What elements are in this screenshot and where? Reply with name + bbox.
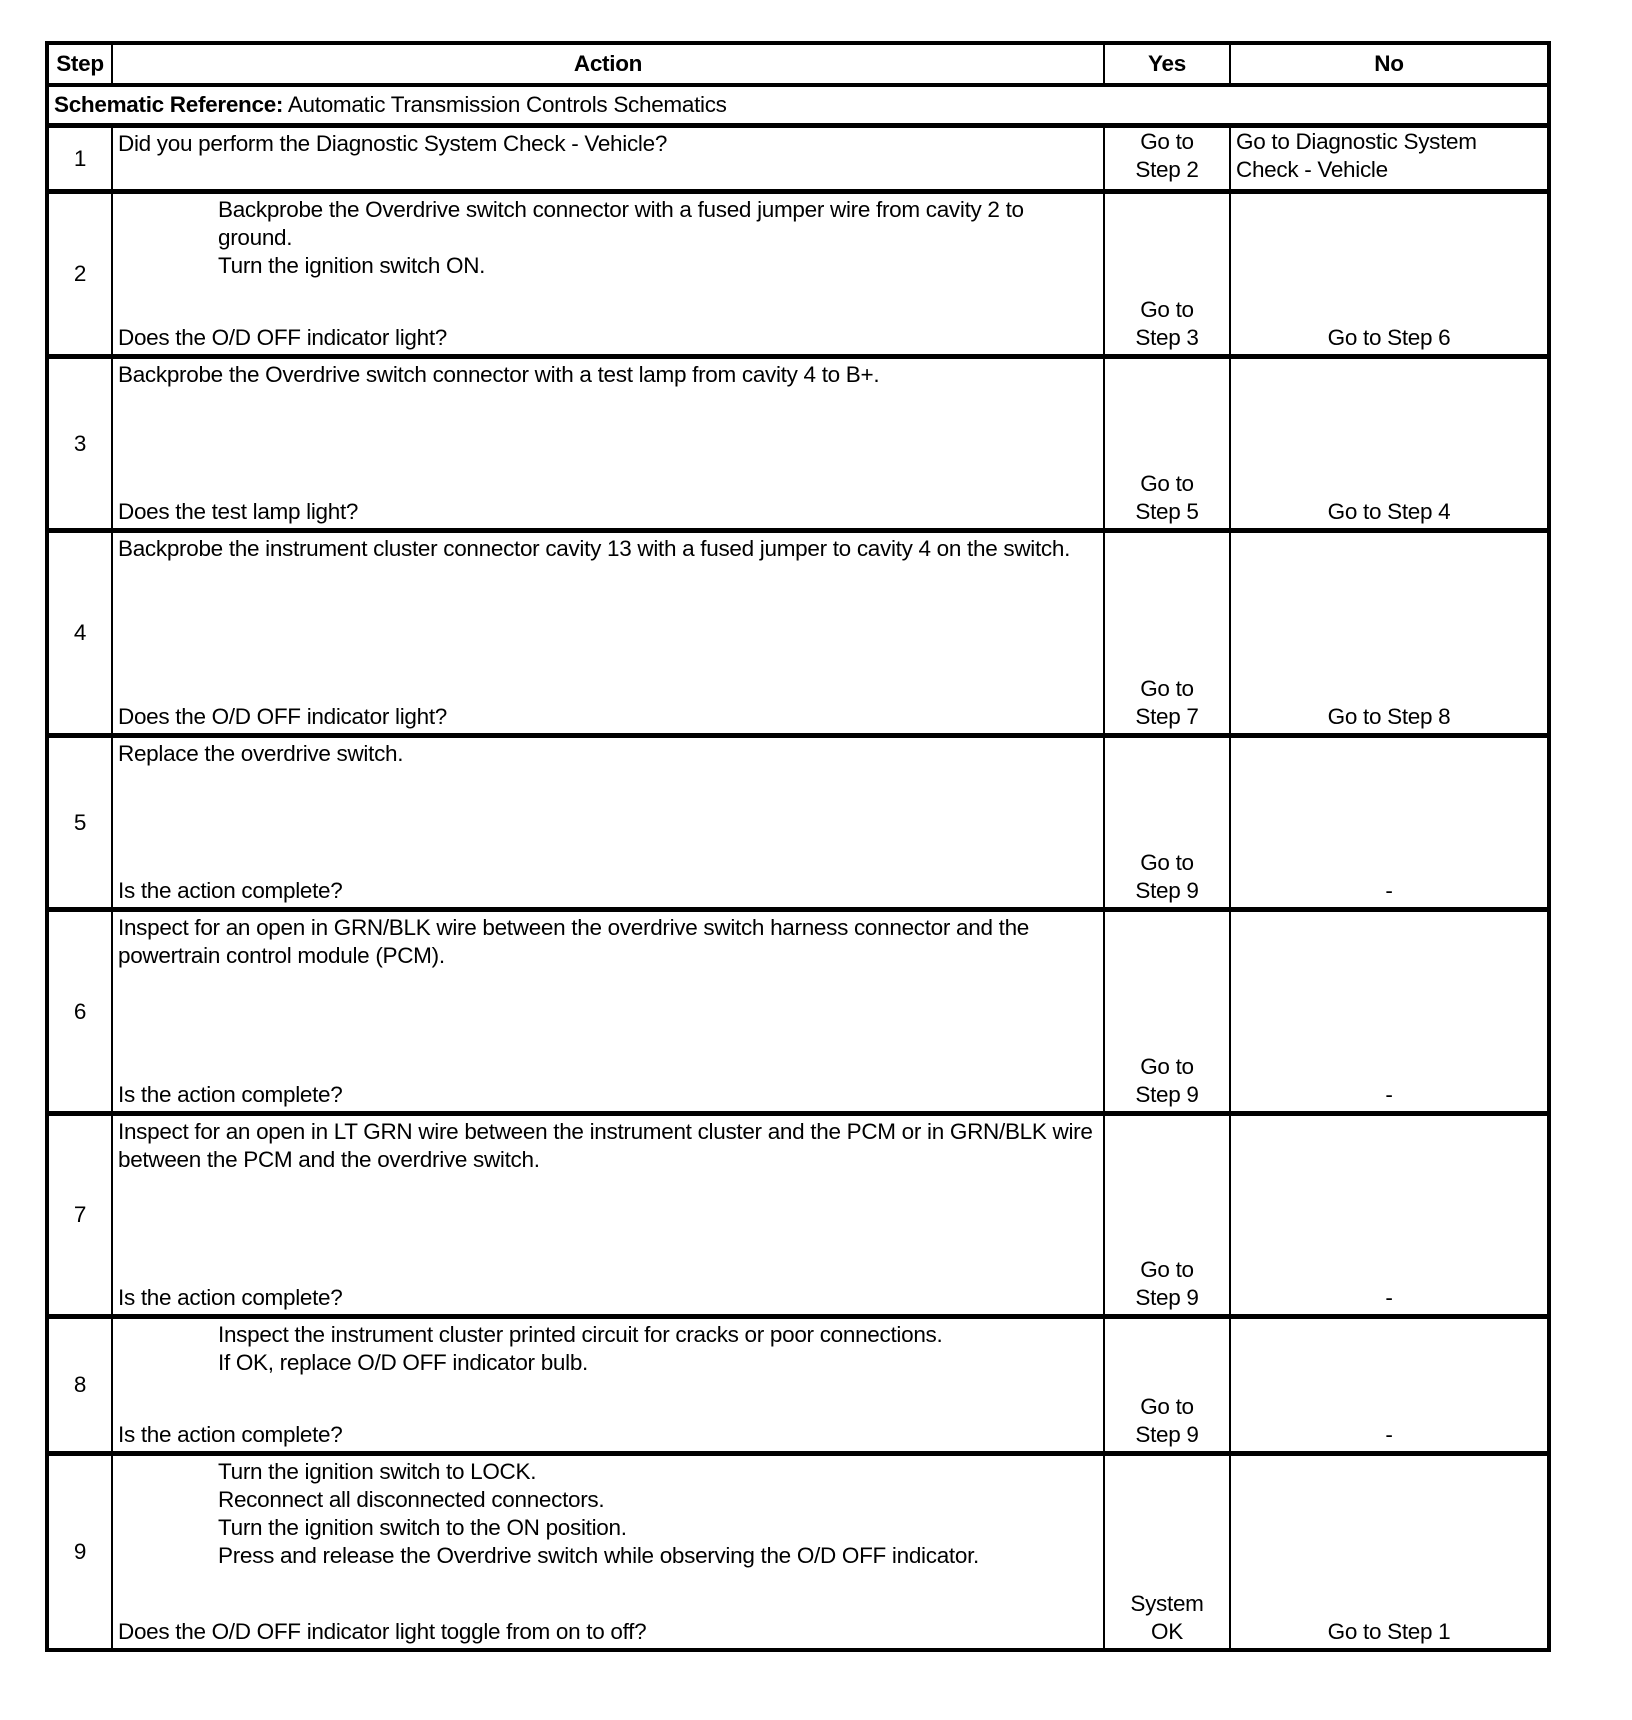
no-result: - xyxy=(1230,1317,1549,1454)
action-line: Backprobe the instrument cluster connector cavity 13 with a fused jumper to cavity 4 on the switch. xyxy=(118,536,1071,561)
no-result: Go to Step 6 xyxy=(1230,192,1549,357)
action-line: Backprobe the Overdrive switch connector with a test lamp from cavity 4 to B+. xyxy=(118,362,880,387)
action-question: Is the action complete? xyxy=(118,878,343,903)
action-cell xyxy=(112,910,1104,1114)
yes-result: Go to Step 7 xyxy=(1104,531,1230,736)
no-result: - xyxy=(1230,736,1549,910)
header-action: Action xyxy=(112,43,1104,85)
action-cell xyxy=(112,126,1104,192)
action-line: Turn the ignition switch to the ON position. xyxy=(218,1515,627,1540)
yes-result: Go to Step 3 xyxy=(1104,192,1230,357)
yes-result: Go to Step 5 xyxy=(1104,357,1230,531)
diagnostic-table xyxy=(45,41,1551,1652)
table-row xyxy=(47,357,1549,531)
action-cell xyxy=(112,1317,1104,1454)
step-number: 6 xyxy=(47,910,112,1114)
table-row xyxy=(47,192,1549,357)
action-cell xyxy=(112,357,1104,531)
reference-label: Schematic Reference: xyxy=(54,92,284,117)
action-line: Turn the ignition switch to LOCK. xyxy=(218,1459,537,1484)
action-question: Is the action complete? xyxy=(118,1082,343,1107)
no-result: Go to Diagnostic System Check - Vehicle xyxy=(1230,126,1549,192)
action-question: Is the action complete? xyxy=(118,1422,343,1447)
yes-result: Go to Step 9 xyxy=(1104,736,1230,910)
no-result: Go to Step 8 xyxy=(1230,531,1549,736)
action-line: Press and release the Overdrive switch while observing the O/D OFF indicator. xyxy=(218,1543,979,1568)
step-number: 3 xyxy=(47,357,112,531)
step-number: 8 xyxy=(47,1317,112,1454)
no-result: Go to Step 4 xyxy=(1230,357,1549,531)
step-number: 2 xyxy=(47,192,112,357)
no-result: - xyxy=(1230,910,1549,1114)
step-number: 4 xyxy=(47,531,112,736)
no-result: Go to Step 1 xyxy=(1230,1454,1549,1650)
action-cell xyxy=(112,736,1104,910)
yes-result: Go to Step 2 xyxy=(1104,126,1230,192)
action-line: If OK, replace O/D OFF indicator bulb. xyxy=(218,1350,588,1375)
table-row xyxy=(47,1317,1549,1454)
action-question: Does the O/D OFF indicator light toggle from on to off? xyxy=(118,1618,647,1644)
action-line: Turn the ignition switch ON. xyxy=(218,253,486,278)
yes-result: System OK xyxy=(1104,1454,1230,1650)
action-line: Reconnect all disconnected connectors. xyxy=(218,1487,605,1512)
action-question: Did you perform the Diagnostic System Check - Vehicle? xyxy=(118,131,668,156)
action-question: Does the O/D OFF indicator light? xyxy=(118,325,447,350)
action-cell xyxy=(112,192,1104,357)
header-no: No xyxy=(1230,43,1549,85)
yes-result: Go to Step 9 xyxy=(1104,1317,1230,1454)
action-line: Inspect for an open in GRN/BLK wire between the overdrive switch harness connector and the powertrain control module (PCM). xyxy=(118,915,1030,968)
action-question: Is the action complete? xyxy=(118,1285,343,1310)
action-question: Does the test lamp light? xyxy=(118,499,359,524)
yes-result: Go to Step 9 xyxy=(1104,910,1230,1114)
table-row xyxy=(47,910,1549,1114)
yes-result: Go to Step 9 xyxy=(1104,1114,1230,1317)
table-row xyxy=(47,1114,1549,1317)
action-cell xyxy=(112,531,1104,736)
table-row xyxy=(47,531,1549,736)
step-number: 7 xyxy=(47,1114,112,1317)
table-row xyxy=(47,126,1549,192)
step-number: 1 xyxy=(47,126,112,192)
schematic-reference xyxy=(47,85,1549,126)
action-line: Inspect for an open in LT GRN wire between the instrument cluster and the PCM or in GRN/BLK wire between the PCM and the overdrive switch. xyxy=(118,1119,1093,1172)
header-row xyxy=(47,43,1549,85)
action-cell xyxy=(112,1454,1104,1650)
header-step: Step xyxy=(47,43,112,85)
schematic-reference-row xyxy=(47,85,1549,126)
no-result: - xyxy=(1230,1114,1549,1317)
action-line: Inspect the instrument cluster printed circuit for cracks or poor connections. xyxy=(218,1322,943,1347)
step-number: 9 xyxy=(47,1454,112,1650)
action-line: Replace the overdrive switch. xyxy=(118,741,404,766)
header-yes: Yes xyxy=(1104,43,1230,85)
table-row xyxy=(47,1454,1549,1650)
step-number: 5 xyxy=(47,736,112,910)
reference-value: Automatic Transmission Controls Schematics xyxy=(283,92,727,117)
action-cell xyxy=(112,1114,1104,1317)
action-question: Does the O/D OFF indicator light? xyxy=(118,704,447,729)
action-line: Backprobe the Overdrive switch connector with a fused jumper wire from cavity 2 to ground. xyxy=(218,197,1024,250)
table-row xyxy=(47,736,1549,910)
